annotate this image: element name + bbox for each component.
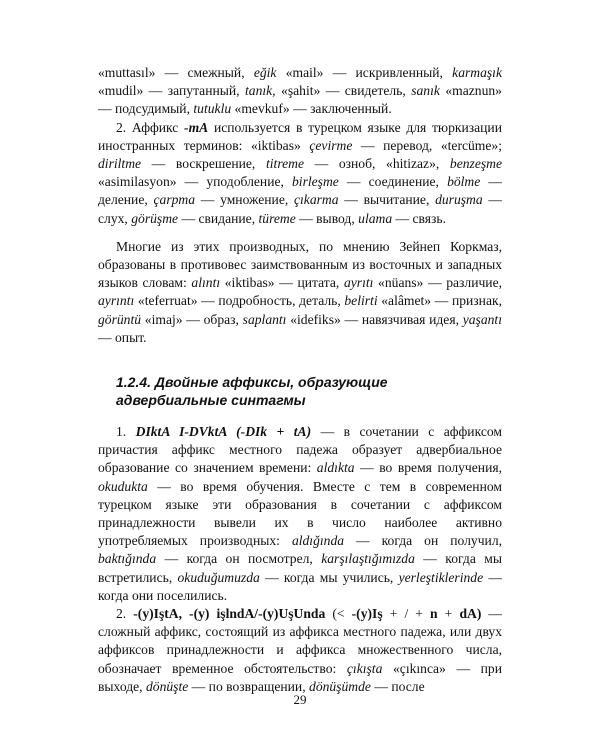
paragraph-dikta: 1. DIktA I-DVktA (-DIk + tA) — в сочетании с аффиксом причастия аффикс местного падежа образует адвербиальное образование со значением времени: aldıktа — во время получения, okuduktа — во время обучения. Вместе с тем в современном турецком языке эти образования в сочетании с аффиксом принадлежности вывели их в число наиболее активно употребляемых производных: aldığında — когда он получил, baktığında — когда он посмотрел, karşılaştığımızda — когда мы встретились, okuduğumuzda — когда мы учились, yerleştiklerinde — когда они поселились. [98, 424, 503, 603]
paragraph-continuation: «muttasıl» — смежный, eğik «mail» — искривленный, karmaşık «mudil» — запутанный, tanık, «şahit» — свидетель, sanık «maznun» — подсудимый, tutuklu «mevkuf» — заключенный. [98, 65, 502, 117]
page-number: 29 [293, 692, 307, 707]
paragraph-ista: 2. -(y)IştA, -(y) işlndA/-(y)UşUnda (< -(y)Iş + / + n + dA) — сложный аффикс, состоящий из аффикса местного падежа, или двух аффиксов принадлежности и аффикса множественного числа, обозначает временное обстоятельство: çıkışta «çıkınca» — при выходе, dönüşte — по возвращении, dönüşümde — после [98, 606, 503, 694]
section-heading: 1.2.4. Двойные аффиксы, образующие адвербиальные синтагмы [116, 374, 388, 409]
paragraph-korkmaz: Многие из этих производных, по мнению Зейнеп Коркмаз, образованы в противовес заимствованным из восточных и западных языков словам: alıntı «iktibas» — цитата, ayrıtı «nüans» — различие, ayrıntı «teferruat» — подробность, деталь, belirti «alâmet» — признак, görüntü «imaj» — образ, saplantı «idefiks» — навязчивая идея, yaşantı — опыт. [98, 238, 503, 345]
paragraph-affix-ma: 2. Аффикс -mA используется в турецком языке для тюркизации иностранных терминов: «iktibas» çevirme — перевод, «tercüme»; diriltme — воскрешение, titreme — озноб, «hitizaz», benzeşme «asimilasyon» — уподобление, birleşme — соединение, bölme — деление, çarpma — умножение, çıkarma — вычитание, duruşma — слух, görüşme — свидание, türeme — вывод, ulama — связь. [98, 119, 503, 226]
